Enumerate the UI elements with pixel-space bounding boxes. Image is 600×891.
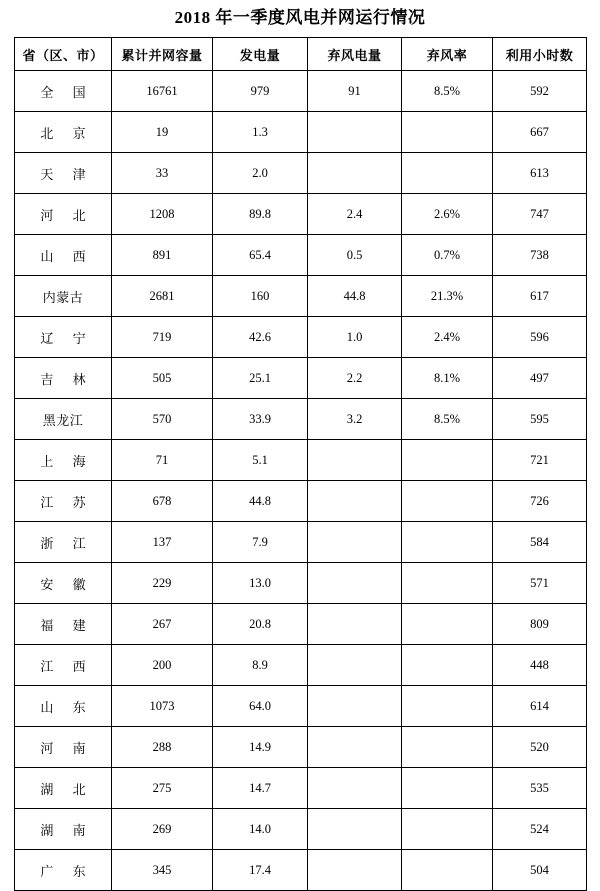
table-row bbox=[15, 522, 587, 563]
cell-hours: 524 bbox=[493, 809, 587, 850]
cell-curtailment-rate bbox=[402, 112, 493, 153]
table-row bbox=[15, 112, 587, 153]
table-row bbox=[15, 727, 587, 768]
cell-curtailment-rate: 2.4% bbox=[402, 317, 493, 358]
cell-province: 山 西 bbox=[15, 235, 112, 276]
cell-curtailment: 44.8 bbox=[308, 276, 402, 317]
cell-hours: 809 bbox=[493, 604, 587, 645]
table-row bbox=[15, 686, 587, 727]
cell-province: 吉 林 bbox=[15, 358, 112, 399]
cell-generation: 1.3 bbox=[213, 112, 308, 153]
cell-curtailment bbox=[308, 604, 402, 645]
cell-generation: 979 bbox=[213, 71, 308, 112]
cell-generation: 7.9 bbox=[213, 522, 308, 563]
cell-curtailment bbox=[308, 153, 402, 194]
cell-generation: 89.8 bbox=[213, 194, 308, 235]
cell-province: 北 京 bbox=[15, 112, 112, 153]
table-row bbox=[15, 276, 587, 317]
cell-province: 湖 北 bbox=[15, 768, 112, 809]
page-title: 2018 年一季度风电并网运行情况 bbox=[174, 8, 426, 27]
cell-province: 内蒙古 bbox=[15, 276, 112, 317]
cell-hours: 721 bbox=[493, 440, 587, 481]
column-header-province: 省（区、市） bbox=[15, 38, 112, 71]
cell-hours: 596 bbox=[493, 317, 587, 358]
cell-capacity: 137 bbox=[112, 522, 213, 563]
cell-province: 江 西 bbox=[15, 645, 112, 686]
wind-power-table bbox=[14, 37, 587, 891]
cell-generation: 5.1 bbox=[213, 440, 308, 481]
cell-generation: 44.8 bbox=[213, 481, 308, 522]
cell-hours: 667 bbox=[493, 112, 587, 153]
cell-hours: 448 bbox=[493, 645, 587, 686]
cell-generation: 14.7 bbox=[213, 768, 308, 809]
cell-province: 山 东 bbox=[15, 686, 112, 727]
table-body bbox=[15, 71, 587, 891]
cell-generation: 25.1 bbox=[213, 358, 308, 399]
cell-curtailment-rate bbox=[402, 809, 493, 850]
cell-province: 辽 宁 bbox=[15, 317, 112, 358]
cell-capacity: 19 bbox=[112, 112, 213, 153]
cell-curtailment-rate bbox=[402, 604, 493, 645]
column-header-generation: 发电量 bbox=[213, 38, 308, 71]
cell-generation: 8.9 bbox=[213, 645, 308, 686]
cell-hours: 592 bbox=[493, 71, 587, 112]
cell-hours: 595 bbox=[493, 399, 587, 440]
cell-province: 浙 江 bbox=[15, 522, 112, 563]
cell-curtailment-rate: 0.7% bbox=[402, 235, 493, 276]
cell-curtailment-rate: 8.1% bbox=[402, 358, 493, 399]
cell-capacity: 2681 bbox=[112, 276, 213, 317]
cell-hours: 497 bbox=[493, 358, 587, 399]
cell-curtailment-rate bbox=[402, 481, 493, 522]
cell-curtailment: 2.2 bbox=[308, 358, 402, 399]
cell-generation: 33.9 bbox=[213, 399, 308, 440]
cell-province: 江 苏 bbox=[15, 481, 112, 522]
cell-capacity: 200 bbox=[112, 645, 213, 686]
cell-hours: 617 bbox=[493, 276, 587, 317]
cell-curtailment-rate bbox=[402, 768, 493, 809]
cell-capacity: 1208 bbox=[112, 194, 213, 235]
cell-capacity: 570 bbox=[112, 399, 213, 440]
table-row bbox=[15, 604, 587, 645]
cell-hours: 613 bbox=[493, 153, 587, 194]
cell-curtailment: 1.0 bbox=[308, 317, 402, 358]
cell-curtailment-rate: 8.5% bbox=[402, 71, 493, 112]
table-row bbox=[15, 440, 587, 481]
column-header-curtailment: 弃风电量 bbox=[308, 38, 402, 71]
column-header-hours: 利用小时数 bbox=[493, 38, 587, 71]
cell-province: 天 津 bbox=[15, 153, 112, 194]
cell-hours: 614 bbox=[493, 686, 587, 727]
table-row bbox=[15, 153, 587, 194]
table-header-row bbox=[15, 38, 587, 71]
cell-generation: 64.0 bbox=[213, 686, 308, 727]
cell-curtailment-rate: 2.6% bbox=[402, 194, 493, 235]
cell-province: 安 徽 bbox=[15, 563, 112, 604]
cell-province: 全 国 bbox=[15, 71, 112, 112]
cell-province: 广 东 bbox=[15, 850, 112, 891]
cell-curtailment-rate bbox=[402, 563, 493, 604]
cell-hours: 726 bbox=[493, 481, 587, 522]
cell-capacity: 33 bbox=[112, 153, 213, 194]
cell-hours: 584 bbox=[493, 522, 587, 563]
cell-capacity: 71 bbox=[112, 440, 213, 481]
cell-curtailment-rate bbox=[402, 727, 493, 768]
cell-capacity: 891 bbox=[112, 235, 213, 276]
cell-generation: 160 bbox=[213, 276, 308, 317]
cell-capacity: 678 bbox=[112, 481, 213, 522]
cell-curtailment-rate: 21.3% bbox=[402, 276, 493, 317]
cell-curtailment: 91 bbox=[308, 71, 402, 112]
cell-curtailment bbox=[308, 112, 402, 153]
cell-capacity: 1073 bbox=[112, 686, 213, 727]
table-row bbox=[15, 317, 587, 358]
table-row bbox=[15, 768, 587, 809]
cell-province: 河 南 bbox=[15, 727, 112, 768]
table-header bbox=[15, 38, 587, 71]
cell-province: 黑龙江 bbox=[15, 399, 112, 440]
cell-curtailment bbox=[308, 563, 402, 604]
cell-generation: 13.0 bbox=[213, 563, 308, 604]
cell-generation: 2.0 bbox=[213, 153, 308, 194]
cell-capacity: 275 bbox=[112, 768, 213, 809]
cell-hours: 571 bbox=[493, 563, 587, 604]
cell-curtailment: 3.2 bbox=[308, 399, 402, 440]
cell-capacity: 719 bbox=[112, 317, 213, 358]
cell-capacity: 267 bbox=[112, 604, 213, 645]
cell-generation: 42.6 bbox=[213, 317, 308, 358]
cell-generation: 14.9 bbox=[213, 727, 308, 768]
table-row bbox=[15, 809, 587, 850]
cell-curtailment bbox=[308, 522, 402, 563]
column-header-capacity: 累计并网容量 bbox=[112, 38, 213, 71]
cell-hours: 504 bbox=[493, 850, 587, 891]
cell-curtailment: 2.4 bbox=[308, 194, 402, 235]
table-row bbox=[15, 194, 587, 235]
cell-curtailment-rate bbox=[402, 686, 493, 727]
cell-province: 福 建 bbox=[15, 604, 112, 645]
cell-hours: 535 bbox=[493, 768, 587, 809]
cell-capacity: 288 bbox=[112, 727, 213, 768]
column-header-curtailment-rate: 弃风率 bbox=[402, 38, 493, 71]
cell-generation: 14.0 bbox=[213, 809, 308, 850]
cell-province: 湖 南 bbox=[15, 809, 112, 850]
table-row bbox=[15, 71, 587, 112]
cell-curtailment bbox=[308, 768, 402, 809]
cell-curtailment bbox=[308, 809, 402, 850]
cell-capacity: 505 bbox=[112, 358, 213, 399]
cell-curtailment bbox=[308, 850, 402, 891]
cell-curtailment-rate bbox=[402, 645, 493, 686]
cell-province: 上 海 bbox=[15, 440, 112, 481]
cell-curtailment-rate: 8.5% bbox=[402, 399, 493, 440]
table-row bbox=[15, 563, 587, 604]
cell-curtailment bbox=[308, 727, 402, 768]
cell-curtailment bbox=[308, 645, 402, 686]
cell-curtailment bbox=[308, 481, 402, 522]
cell-province: 河 北 bbox=[15, 194, 112, 235]
cell-curtailment-rate bbox=[402, 522, 493, 563]
cell-hours: 738 bbox=[493, 235, 587, 276]
table-row bbox=[15, 481, 587, 522]
cell-generation: 20.8 bbox=[213, 604, 308, 645]
table-row bbox=[15, 645, 587, 686]
cell-curtailment-rate bbox=[402, 440, 493, 481]
cell-curtailment-rate bbox=[402, 153, 493, 194]
cell-capacity: 229 bbox=[112, 563, 213, 604]
cell-capacity: 345 bbox=[112, 850, 213, 891]
cell-capacity: 269 bbox=[112, 809, 213, 850]
table-row bbox=[15, 399, 587, 440]
cell-hours: 520 bbox=[493, 727, 587, 768]
table-row bbox=[15, 235, 587, 276]
table-row bbox=[15, 850, 587, 891]
cell-curtailment-rate bbox=[402, 850, 493, 891]
cell-generation: 17.4 bbox=[213, 850, 308, 891]
cell-generation: 65.4 bbox=[213, 235, 308, 276]
cell-capacity: 16761 bbox=[112, 71, 213, 112]
cell-hours: 747 bbox=[493, 194, 587, 235]
table-row bbox=[15, 358, 587, 399]
cell-curtailment bbox=[308, 686, 402, 727]
cell-curtailment bbox=[308, 440, 402, 481]
cell-curtailment: 0.5 bbox=[308, 235, 402, 276]
